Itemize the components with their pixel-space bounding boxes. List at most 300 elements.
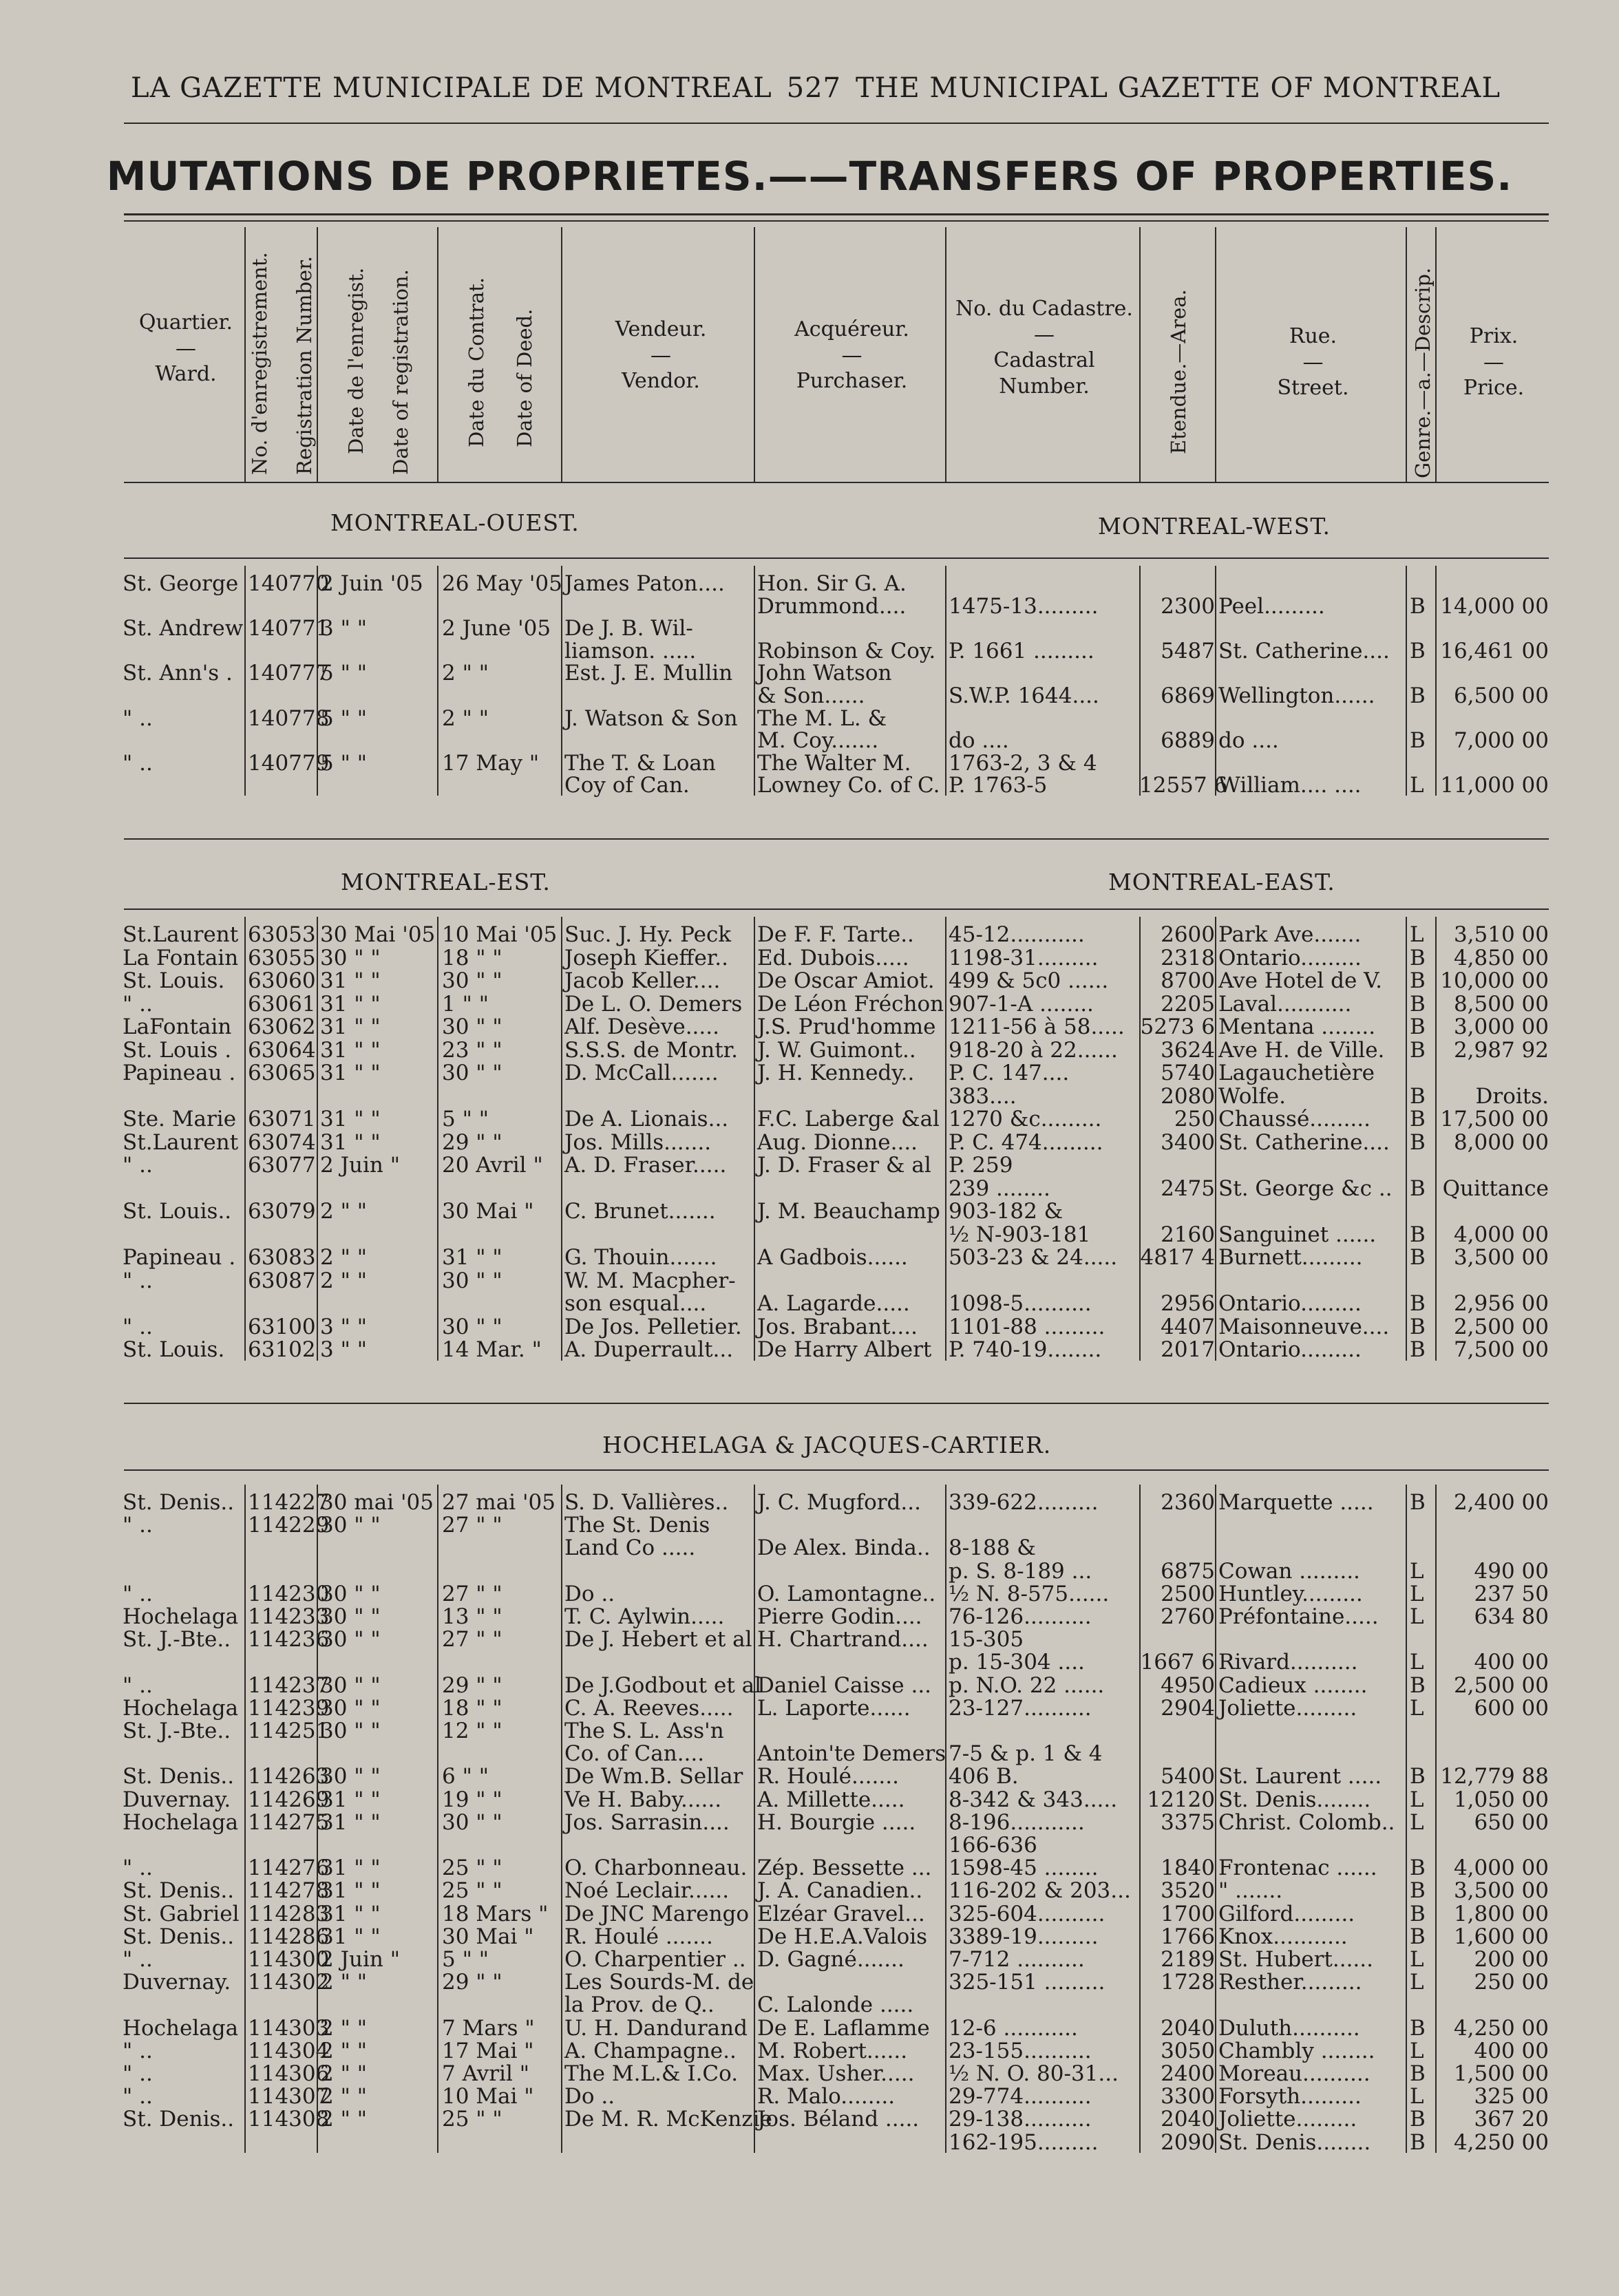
cell-reg: 114263 [248,1764,330,1789]
table-top-rule [124,213,1549,215]
cell-cdate: 30 " " [442,1268,502,1293]
table-row [0,1199,1619,1224]
cell-street: Frontenac ...... [1218,1856,1377,1881]
cell-street: St. Laurent ..... [1218,1764,1382,1789]
cell-price: 1,800 00 [1453,1901,1549,1926]
cell-rdate: 31 " " [320,1878,381,1904]
cell-vendor: De J. Hebert et al [564,1627,752,1652]
cell-genre: B [1410,1037,1426,1063]
cell-cdate: 30 " " [442,968,502,993]
cell-genre: B [1410,1924,1426,1949]
cell-rdate: 2 " " [320,2107,367,2132]
col-cdate-en: Date of Deed. [513,308,536,447]
cell-vendor: De J.Godbout et al [564,1672,762,1698]
cell-cad: 12-6 ........... [949,2015,1078,2041]
cell-area: 1766 [1161,1924,1215,1949]
cell-area: 4407 [1161,1314,1215,1339]
cell-cdate: 26 May '05 [442,571,562,596]
col-divider [945,227,946,482]
table-row [0,1582,1619,1606]
table-row [0,1627,1619,1652]
cell-purch: The Walter M. [757,750,911,776]
cell-street: Maisonneuve.... [1218,1314,1390,1339]
cell-price: 4,250 00 [1453,2129,1549,2155]
cell-cdate: 29 " " [442,1129,502,1155]
cell-price: 8,500 00 [1453,991,1549,1017]
cell-purch: Hon. Sir G. A. [757,571,907,596]
cell-vendor: C. A. Reeves..... [564,1695,734,1721]
cell-rdate: 2 " " [320,1199,367,1224]
col-divider [1139,1485,1141,2153]
cell-area: 4950 [1161,1672,1215,1698]
cell-price: 2,987 92 [1453,1037,1549,1063]
cell-purch: Jos. Brabant.... [757,1314,918,1339]
cell-cad: 499 & 5c0 ...... [949,968,1109,993]
cell-area: 3624 [1161,1037,1215,1063]
table-row [0,2061,1619,2086]
cell-street: Ave Hotel de V. [1218,968,1382,993]
cell-street: Resther......... [1218,1970,1362,1995]
cell-reg: 114304 [248,2038,330,2063]
col-divider [561,227,562,482]
cell-vendor: The T. & Loan [564,750,716,776]
cell-rdate: 3 " " [320,1314,367,1339]
cell-purch: J. M. Beauchamp [757,1199,940,1224]
cell-vendor: Do .. [564,1581,615,1606]
table-row [0,968,1619,993]
cell-vendor: A. Champagne.. [564,2038,737,2063]
cell-purch: & Son...... [757,683,865,708]
cell-purch: R. Malo........ [757,2084,896,2109]
cell-ward: St. Gabriel [123,1901,240,1926]
col-divider [754,566,755,796]
cell-genre: B [1410,638,1426,663]
cell-cdate: 13 " " [442,1604,502,1629]
cell-cdate: 10 Mai '05 [442,922,558,947]
cell-cad: p. S. 8-189 ... [949,1558,1092,1584]
col-divider [1139,917,1141,1361]
table-row [0,1061,1619,1085]
cell-genre: B [1410,1014,1426,1039]
cell-ward: St. Denis.. [123,1490,235,1515]
cell-street: Chaussé......... [1218,1107,1371,1131]
cell-genre: B [1410,991,1426,1017]
cell-cad: 3389-19......... [949,1924,1099,1949]
cell-price: 600 00 [1474,1695,1549,1721]
cell-price: 2,500 00 [1453,1672,1549,1698]
cell-price: 1,500 00 [1453,2061,1549,2086]
table-row [0,1222,1619,1247]
cell-ward: Hochelaga [123,1604,239,1629]
cell-purch: J. H. Kennedy.. [757,1061,915,1085]
cell-vendor: De J. B. Wil- [564,616,693,641]
cell-vendor: De L. O. Demers [564,991,743,1017]
cell-cad: ½ N-903-181 [949,1222,1091,1247]
cell-purch: L. Laporte...... [757,1695,911,1721]
cell-rdate: 31 " " [320,1901,381,1926]
cell-cdate: 6 " " [442,1764,489,1789]
cell-purch: A. Lagarde..... [757,1291,910,1316]
col-divider [437,227,438,482]
cell-vendor: Alf. Desève..... [564,1014,719,1039]
col-area: Etendue.—Area. [1167,289,1190,454]
running-head [131,72,1501,104]
cell-purch: J. A. Canadien.. [757,1878,923,1904]
cell-purch: Lowney Co. of C. [757,773,940,798]
cell-genre: B [1410,945,1426,970]
cell-cdate: 30 Mai " [442,1924,534,1949]
table-row [0,1490,1619,1515]
cell-cad: 1098-5.......... [949,1291,1092,1316]
cell-area: 2205 [1161,991,1215,1017]
cell-ward: La Fontain [123,945,239,970]
cell-street: Laval........... [1218,991,1352,1017]
cell-reg: 140771 [248,616,330,641]
cell-rdate: 31 " " [320,991,381,1017]
cell-reg: 63061 [248,991,316,1017]
col-price-en: Price. [1463,376,1525,400]
cell-price: 237 50 [1474,1581,1549,1606]
page-number: 527 [786,72,841,104]
cell-price: 3,510 00 [1453,922,1549,947]
cell-ward: " .. [123,2038,153,2063]
cell-rdate: 30 " " [320,1764,381,1789]
cell-ward: " .. [123,1947,153,1972]
cell-reg: 63060 [248,968,316,993]
cell-cdate: 25 " " [442,1856,502,1881]
cell-purch: M. Coy....... [757,728,879,754]
cell-reg: 63083 [248,1245,316,1270]
cell-cad: ½ N. 8-575...... [949,1581,1110,1606]
col-ward-dash: — [176,336,196,361]
cell-purch: John Watson [757,661,892,686]
col-purchaser-fr: Acquéreur. [794,317,909,341]
cell-ward: Hochelaga [123,2015,239,2041]
cell-price: 4,000 00 [1453,1856,1549,1881]
cell-vendor: G. Thouin....... [564,1245,717,1270]
section-label: HOCHELAGA & JACQUES-CARTIER. [602,1432,1052,1458]
cell-cad: 8-188 & [949,1535,1036,1561]
cell-area: 2080 [1161,1083,1215,1109]
cell-purch: De H.E.A.Valois [757,1924,928,1949]
cell-genre: B [1410,1901,1426,1926]
cell-cad: do .... [949,728,1009,754]
col-vendor [564,317,757,394]
col-divider [754,227,755,482]
cell-purch: Pierre Godin.... [757,1604,922,1629]
cell-street: Knox........... [1218,1924,1348,1949]
cell-area: 2318 [1161,945,1215,970]
cell-reg: 114233 [248,1604,330,1629]
cell-area: 250 [1174,1107,1215,1131]
table-row [0,1107,1619,1131]
cell-rdate: 31 " " [320,1809,381,1835]
col-vendor-en: Vendor. [622,369,700,393]
cell-price: 4,850 00 [1453,945,1549,970]
table-row [0,1153,1619,1178]
cell-price: 367 20 [1474,2107,1549,2132]
cell-area: 6889 [1161,728,1215,754]
cell-purch: De F. F. Tarte.. [757,922,914,947]
col-rdate-fr: Date de l'enregist. [344,267,368,454]
cell-rdate: 2 " " [320,2061,367,2086]
cell-cad: P. 1661 ......... [949,638,1094,663]
cell-ward: " .. [123,2084,153,2109]
cell-vendor: Land Co ..... [564,1535,696,1561]
cell-reg: 140779 [248,750,330,776]
cell-purch: J. D. Fraser & al [757,1153,931,1178]
cell-genre: B [1410,728,1426,754]
cell-price: 250 00 [1474,1970,1549,1995]
table-row [0,661,1619,685]
section-rule [124,557,1549,559]
cell-price: 11,000 00 [1440,773,1549,798]
cell-price: 400 00 [1474,1650,1549,1675]
cell-vendor: liamson. ..... [564,638,697,663]
cell-ward: " .. [123,991,153,1017]
cell-purch: J.S. Prud'homme [757,1014,936,1039]
col-divider [945,917,946,1361]
col-divider [317,227,318,482]
cell-reg: 63062 [248,1014,316,1039]
cell-price: 634 80 [1474,1604,1549,1629]
col-divider [1215,1485,1216,2153]
cell-street: Mentana ........ [1218,1014,1376,1039]
table-row [0,1130,1619,1155]
col-divider [1406,917,1407,1361]
cell-area: 5740 [1161,1061,1215,1085]
cell-rdate: 2 " " [320,2015,367,2041]
cell-reg: 63055 [248,945,316,970]
cell-area: 2956 [1161,1291,1215,1316]
col-reg-fr: No. d'enregistrement. [248,252,271,475]
cell-price: 3,500 00 [1453,1878,1549,1904]
table-row [0,1787,1619,1812]
cell-price: 4,250 00 [1453,2015,1549,2041]
table-row [0,1535,1619,1560]
cell-area: 2189 [1161,1947,1215,1972]
cell-street: Cowan ......... [1218,1558,1360,1584]
cell-area: 2760 [1161,1604,1215,1629]
cell-rdate: 30 " " [320,1513,381,1538]
cell-rdate: 31 " " [320,1787,381,1812]
cell-price: 14,000 00 [1440,593,1549,619]
table-row [0,1878,1619,1903]
cell-rdate: 5 " " [320,705,367,731]
cell-genre: B [1410,1107,1426,1131]
table-row [0,594,1619,619]
cell-reg: 63064 [248,1037,316,1063]
cell-cad: 907-1-A ........ [949,991,1094,1017]
cell-ward: St. Denis.. [123,1924,235,1949]
cell-area: 3520 [1161,1878,1215,1904]
cell-price: 4,000 00 [1453,1222,1549,1247]
cell-rdate: 30 " " [320,1695,381,1721]
table-row [0,1970,1619,1995]
cell-vendor: son esqual.... [564,1291,707,1316]
col-street-dash: — [1302,350,1324,374]
cell-cad: 23-155.......... [949,2038,1092,2063]
cell-rdate: 2 Juin '05 [320,571,423,596]
cell-street: Ontario......... [1218,945,1362,970]
cell-area: 1667 6 [1140,1650,1215,1675]
col-divider [317,917,318,1361]
cell-vendor: W. M. Macpher- [564,1268,736,1293]
col-divider [1435,1485,1437,2153]
table-row [0,1741,1619,1766]
cell-purch: Robinson & Coy. [757,638,936,663]
cell-area: 2475 [1161,1176,1215,1201]
cell-cad: 1211-56 à 58..... [949,1014,1125,1039]
cell-cad: 1475-13......... [949,593,1099,619]
cell-genre: B [1410,1314,1426,1339]
cell-cdate: 18 " " [442,945,502,970]
col-price-fr: Prix. [1469,324,1519,348]
cell-area: 8700 [1161,968,1215,993]
cell-price: Quittance [1442,1176,1549,1201]
header-rule [124,123,1549,124]
col-cadastral-fr: No. du Cadastre. [955,297,1133,321]
col-cadastral-en: Cadastral Number. [993,348,1095,398]
cell-price: 1,600 00 [1453,1924,1549,1949]
cell-purch: A Gadbois...... [757,1245,908,1270]
col-divider [1406,1485,1407,2153]
cell-reg: 63053 [248,922,316,947]
cell-rdate: 31 " " [320,1014,381,1039]
table-row [0,1764,1619,1789]
cell-reg: 140778 [248,705,330,731]
table-row [0,2130,1619,2155]
cell-vendor: R. Houlé ....... [564,1924,713,1949]
cell-street: Lagauchetière [1218,1061,1375,1085]
table-row [0,639,1619,663]
cell-ward: " .. [123,1513,153,1538]
col-ward [124,310,248,387]
cell-area: 2040 [1161,2107,1215,2132]
table-row [0,1833,1619,1858]
cell-cad: P. C. 474......... [949,1129,1103,1155]
cell-area: 12120 [1147,1787,1215,1812]
cell-vendor: C. Brunet....... [564,1199,716,1224]
cell-cad: 166-636 [949,1833,1037,1858]
cell-street: Ave H. de Ville. [1218,1037,1385,1063]
cell-area: 12557 6 [1139,773,1228,798]
table-row [0,1696,1619,1721]
cell-street: Duluth.......... [1218,2015,1360,2041]
cell-cdate: 23 " " [442,1037,502,1063]
cell-vendor: Jos. Sarrasin.... [564,1809,730,1835]
cell-street: St. Denis........ [1218,1787,1371,1812]
cell-ward: St. Louis . [123,1037,232,1063]
cell-vendor: U. H. Dandurand [564,2015,748,2041]
cell-cad: 15-305 [949,1627,1024,1652]
cell-genre: L [1410,1787,1424,1812]
cell-area: 2040 [1161,2015,1215,2041]
cell-street: Joliette......... [1218,2107,1357,2132]
cell-genre: L [1410,922,1424,947]
col-divider [1215,566,1216,796]
cell-street: St. Denis........ [1218,2129,1371,2155]
cell-area: 2600 [1161,922,1215,947]
col-divider [317,1485,318,2153]
cell-cdate: 27 " " [442,1581,502,1606]
cell-cdate: 10 Mai " [442,2084,534,2109]
section-label-fr: MONTREAL-EST. [341,869,551,895]
cell-purch: C. Lalonde ..... [757,1992,914,2018]
cell-street: Gilford......... [1218,1901,1355,1926]
cell-cad: P. C. 147.... [949,1061,1070,1085]
cell-price: Droits. [1475,1083,1549,1109]
cell-reg: 114275 [248,1809,330,1835]
table-row [0,1513,1619,1538]
cell-ward: " .. [123,1268,153,1293]
cell-genre: B [1410,1490,1426,1515]
col-price [1439,323,1549,401]
cell-reg: 114303 [248,2015,330,2041]
cell-purch: Ed. Dubois..... [757,945,909,970]
cell-cdate: 27 " " [442,1513,502,1538]
cell-cdate: 30 Mai " [442,1199,534,1224]
cell-cad: 29-774.......... [949,2084,1092,2109]
cell-purch: O. Lamontagne.. [757,1581,936,1606]
cell-rdate: 31 " " [320,1107,381,1131]
table-row [0,2107,1619,2132]
cell-genre: B [1410,1672,1426,1698]
table-row [0,946,1619,970]
cell-vendor: The St. Denis [564,1513,710,1538]
cell-ward: St. George [123,571,239,596]
cell-price: 200 00 [1474,1947,1549,1972]
cell-purch: J. C. Mugford... [757,1490,921,1515]
cell-vendor: S.S.S. de Montr. [564,1037,738,1063]
cell-reg: 114229 [248,1513,330,1538]
cell-cad: 406 B. [949,1764,1019,1789]
cell-cdate: 2 " " [442,705,489,731]
cell-ward: St. Denis.. [123,2107,235,2132]
cell-cdate: 30 " " [442,1314,502,1339]
cell-price: 400 00 [1474,2038,1549,2063]
col-price-dash: — [1483,350,1504,374]
cell-cad: 29-138.......... [949,2107,1092,2132]
col-street [1218,323,1408,401]
cell-price: 1,050 00 [1453,1787,1549,1812]
cell-cdate: 18 Mars " [442,1901,549,1926]
table-row [0,1810,1619,1835]
col-divider [561,1485,562,2153]
col-divider [1435,566,1437,796]
cell-cad: P. 740-19........ [949,1337,1102,1362]
table-row [0,1650,1619,1675]
cell-genre: B [1410,1764,1426,1789]
cell-price: 7,000 00 [1453,728,1549,754]
cell-cad: 1763-2, 3 & 4 [949,750,1097,776]
cell-cad: 7-712 .......... [949,1947,1085,1972]
cell-cad: 1270 &c......... [949,1107,1102,1131]
cell-cad: P. 259 [949,1153,1013,1178]
col-street-en: Street. [1277,376,1349,400]
cell-vendor: James Paton.... [564,571,725,596]
cell-cad: 8-342 & 343..... [949,1787,1118,1812]
cell-ward: St. Louis. [123,968,225,993]
cell-cdate: 30 " " [442,1014,502,1039]
cell-genre: B [1410,593,1426,619]
cell-area: 2400 [1161,2061,1215,2086]
cell-price: 3,500 00 [1453,1245,1549,1270]
table-top-rule-2 [124,220,1549,222]
cell-ward: St.Laurent [123,1129,239,1155]
cell-vendor: S. D. Vallières.. [564,1490,729,1515]
cell-genre: L [1410,773,1424,798]
